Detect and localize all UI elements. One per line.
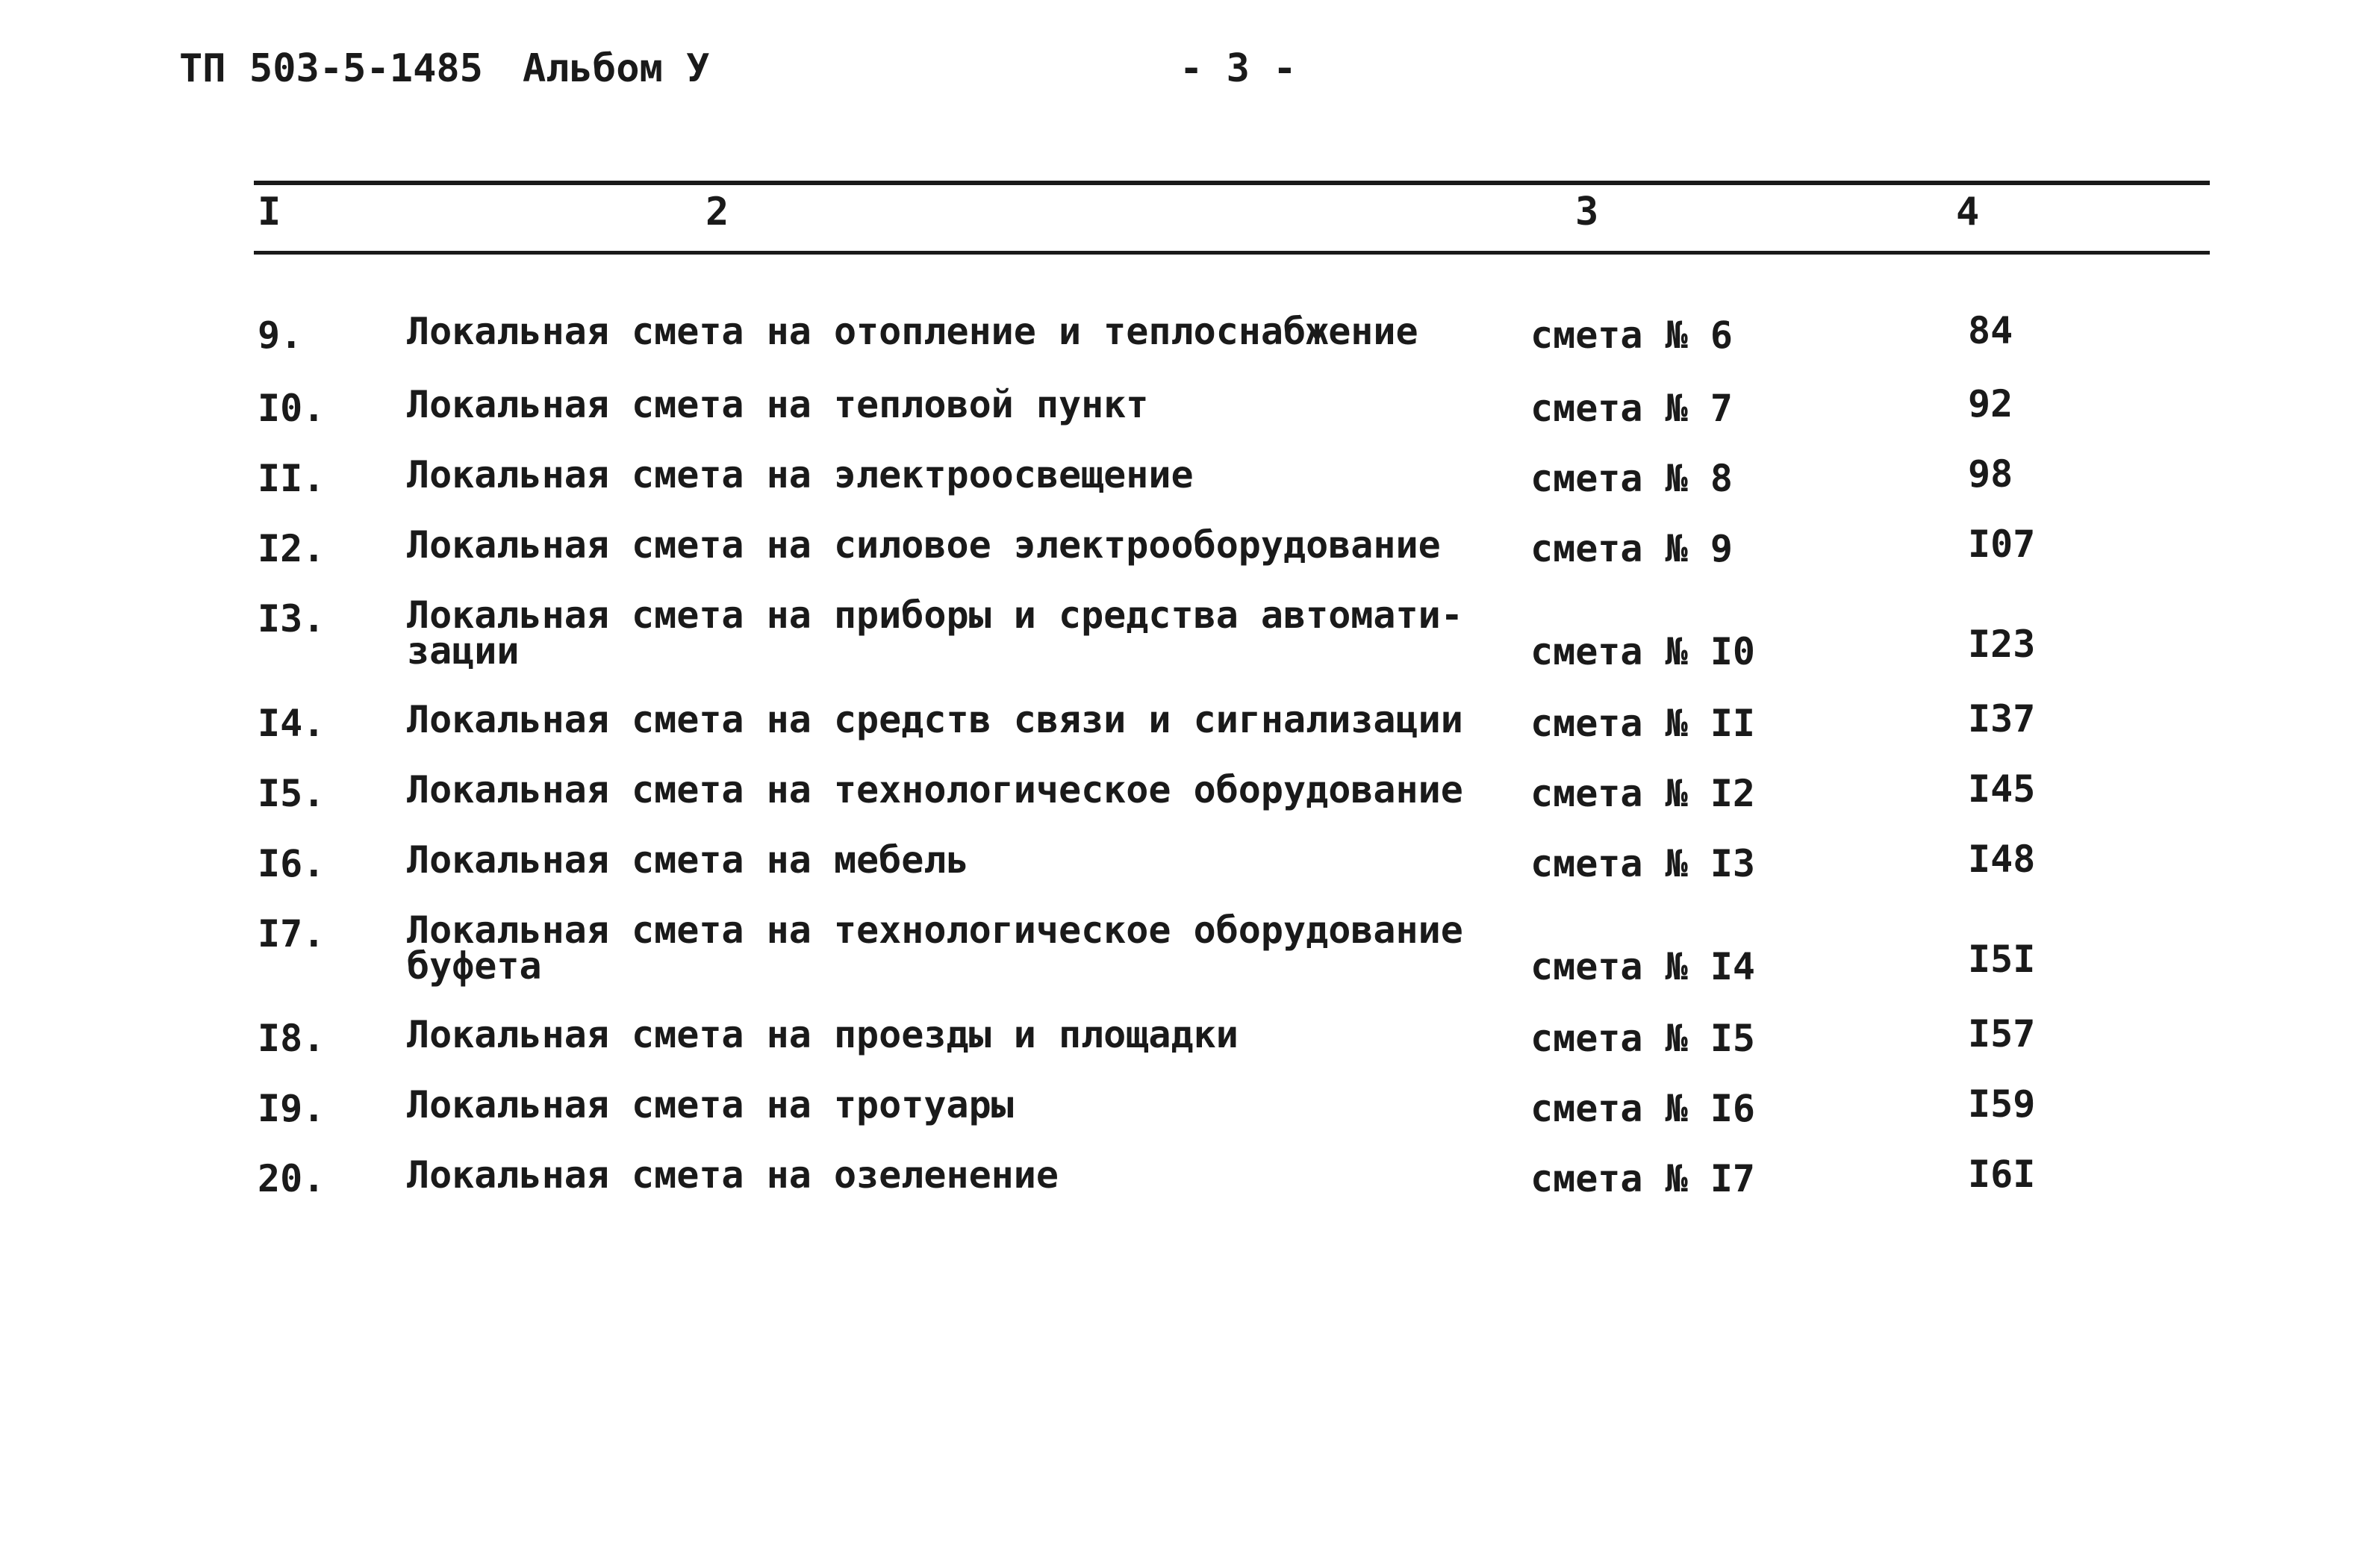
row-title: Локальная смета на тротуары: [407, 1083, 1014, 1126]
row-number: I9.: [258, 1087, 325, 1130]
row-estimate-ref: смета № I2: [1530, 772, 1756, 815]
page-header: [179, 46, 1374, 106]
row-page: I5I: [1968, 938, 2036, 981]
row-page: I07: [1968, 523, 2036, 566]
row-title: Локальная смета на средств связи и сигнализации: [407, 698, 1463, 741]
row-title: Локальная смета на отопление и теплоснабжение: [407, 310, 1418, 353]
table-top-rule: [254, 181, 2210, 185]
row-title: Локальная смета на приборы и средства автомати- зации: [407, 593, 1463, 673]
row-number: II.: [258, 457, 325, 500]
column-header-1: I: [258, 190, 281, 234]
row-title: Локальная смета на технологическое оборудование: [407, 768, 1463, 811]
row-number: I5.: [258, 772, 325, 815]
album-label: Альбом У: [523, 46, 710, 91]
document-code: ТП 503-5-1485: [179, 46, 483, 91]
row-title: Локальная смета на силовое электрооборудование: [407, 523, 1441, 567]
row-title: Локальная смета на электроосвещение: [407, 453, 1194, 496]
column-header-4: 4: [1956, 190, 1980, 234]
row-page: I59: [1968, 1082, 2036, 1126]
row-estimate-ref: смета № I3: [1530, 842, 1756, 885]
row-page: I57: [1968, 1012, 2036, 1056]
row-title: Локальная смета на тепловой пункт: [407, 383, 1149, 426]
row-estimate-ref: смета № II: [1530, 702, 1756, 745]
row-page: I48: [1968, 838, 2036, 881]
row-page: 98: [1968, 452, 2013, 496]
row-number: I6.: [258, 842, 325, 885]
row-estimate-ref: смета № I7: [1530, 1157, 1756, 1200]
row-page: 92: [1968, 382, 2013, 426]
page-number: - 3 -: [1180, 46, 1297, 91]
row-estimate-ref: смета № 7: [1530, 387, 1733, 430]
row-number: 9.: [258, 314, 303, 357]
row-estimate-ref: смета № 6: [1530, 314, 1733, 357]
row-number: I7.: [258, 912, 325, 956]
row-page: I6I: [1968, 1153, 2036, 1196]
row-title: Локальная смета на озеленение: [407, 1153, 1059, 1197]
row-estimate-ref: смета № I6: [1530, 1087, 1756, 1130]
column-header-2: 2: [705, 190, 729, 234]
table-header-rule: [254, 251, 2210, 255]
row-number: 20.: [258, 1157, 325, 1200]
row-estimate-ref: смета № I0: [1530, 630, 1756, 673]
row-estimate-ref: смета № I4: [1530, 945, 1756, 988]
row-page: 84: [1968, 309, 2013, 352]
row-page: I45: [1968, 767, 2036, 811]
row-number: I2.: [258, 527, 325, 570]
row-estimate-ref: смета № 9: [1530, 527, 1733, 570]
row-number: I4.: [258, 702, 325, 745]
row-title: Локальная смета на технологическое оборудование буфета: [407, 908, 1463, 988]
row-number: I8.: [258, 1017, 325, 1060]
row-page: I23: [1968, 623, 2036, 666]
row-estimate-ref: смета № 8: [1530, 457, 1733, 500]
row-title: Локальная смета на мебель: [407, 838, 969, 882]
column-header-3: 3: [1575, 190, 1599, 234]
row-page: I37: [1968, 697, 2036, 741]
row-title: Локальная смета на проезды и площадки: [407, 1013, 1239, 1056]
row-number: I3.: [258, 597, 325, 640]
row-estimate-ref: смета № I5: [1530, 1017, 1756, 1060]
row-number: I0.: [258, 387, 325, 430]
